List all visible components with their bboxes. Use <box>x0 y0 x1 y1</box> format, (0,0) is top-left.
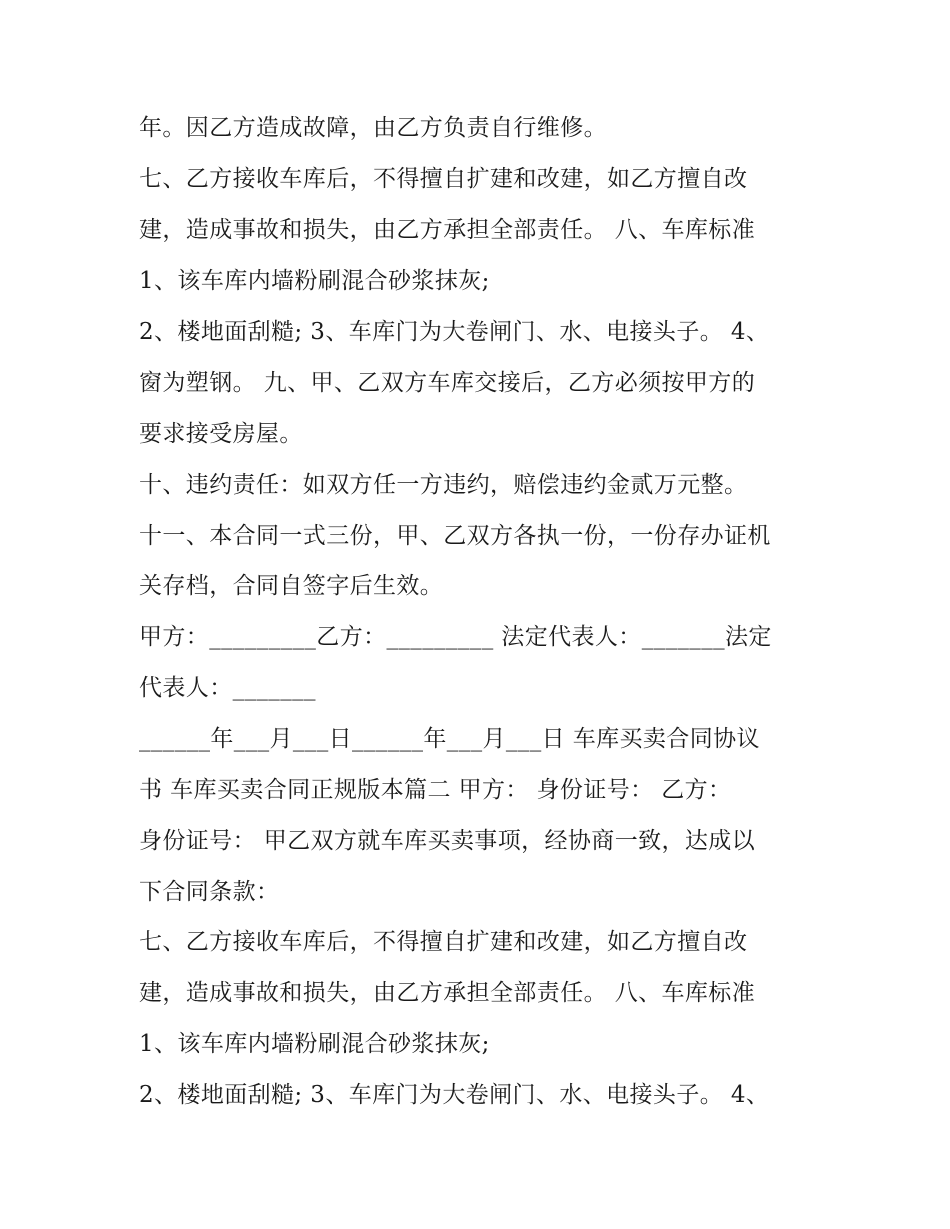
text-line: 年。因乙方造成故障，由乙方负责自行维修。 <box>139 115 607 141</box>
text-line: 建，造成事故和损失，由乙方承担全部责任。 八、车库标准 <box>139 217 756 243</box>
text-line: 建，造成事故和损失，由乙方承担全部责任。 八、车库标准 <box>139 980 756 1006</box>
text-line: 甲方：_________乙方：_________ 法定代表人：_______法定 <box>139 624 772 650</box>
text-line: 七、乙方接收车库后，不得擅自扩建和改建，如乙方擅自改 <box>139 929 748 955</box>
text-line: 代表人：_______ <box>139 675 316 701</box>
text-line: 窗为塑钢。 九、甲、乙双方车库交接后，乙方必须按甲方的 <box>139 370 756 396</box>
text-line: 身份证号： 甲乙双方就车库买卖事项，经协商一致，达成以 <box>139 828 756 854</box>
text-line: 2、楼地面刮糙; 3、车库门为大卷闸门、水、电接头子。 4、 <box>139 319 770 345</box>
text-line: 2、楼地面刮糙; 3、车库门为大卷闸门、水、电接头子。 4、 <box>139 1082 770 1108</box>
text-line: 十、违约责任：如双方任一方违约，赔偿违约金贰万元整。 <box>139 472 748 498</box>
text-line: 书 车库买卖合同正规版本篇二 甲方： 身份证号： 乙方： <box>139 777 732 803</box>
text-line: ______年___月___日______年___月___日 车库买卖合同协议 <box>139 726 760 752</box>
text-line: 下合同条款： <box>139 879 280 905</box>
text-line: 1、该车库内墙粉刷混合砂浆抹灰; <box>139 1031 490 1057</box>
text-line: 十一、本合同一式三份，甲、乙双方各执一份，一份存办证机 <box>139 523 771 549</box>
text-line: 要求接受房屋。 <box>139 421 303 447</box>
text-line: 1、该车库内墙粉刷混合砂浆抹灰; <box>139 268 490 294</box>
text-line: 七、乙方接收车库后，不得擅自扩建和改建，如乙方擅自改 <box>139 166 748 192</box>
text-line: 关存档，合同自签字后生效。 <box>139 573 444 599</box>
